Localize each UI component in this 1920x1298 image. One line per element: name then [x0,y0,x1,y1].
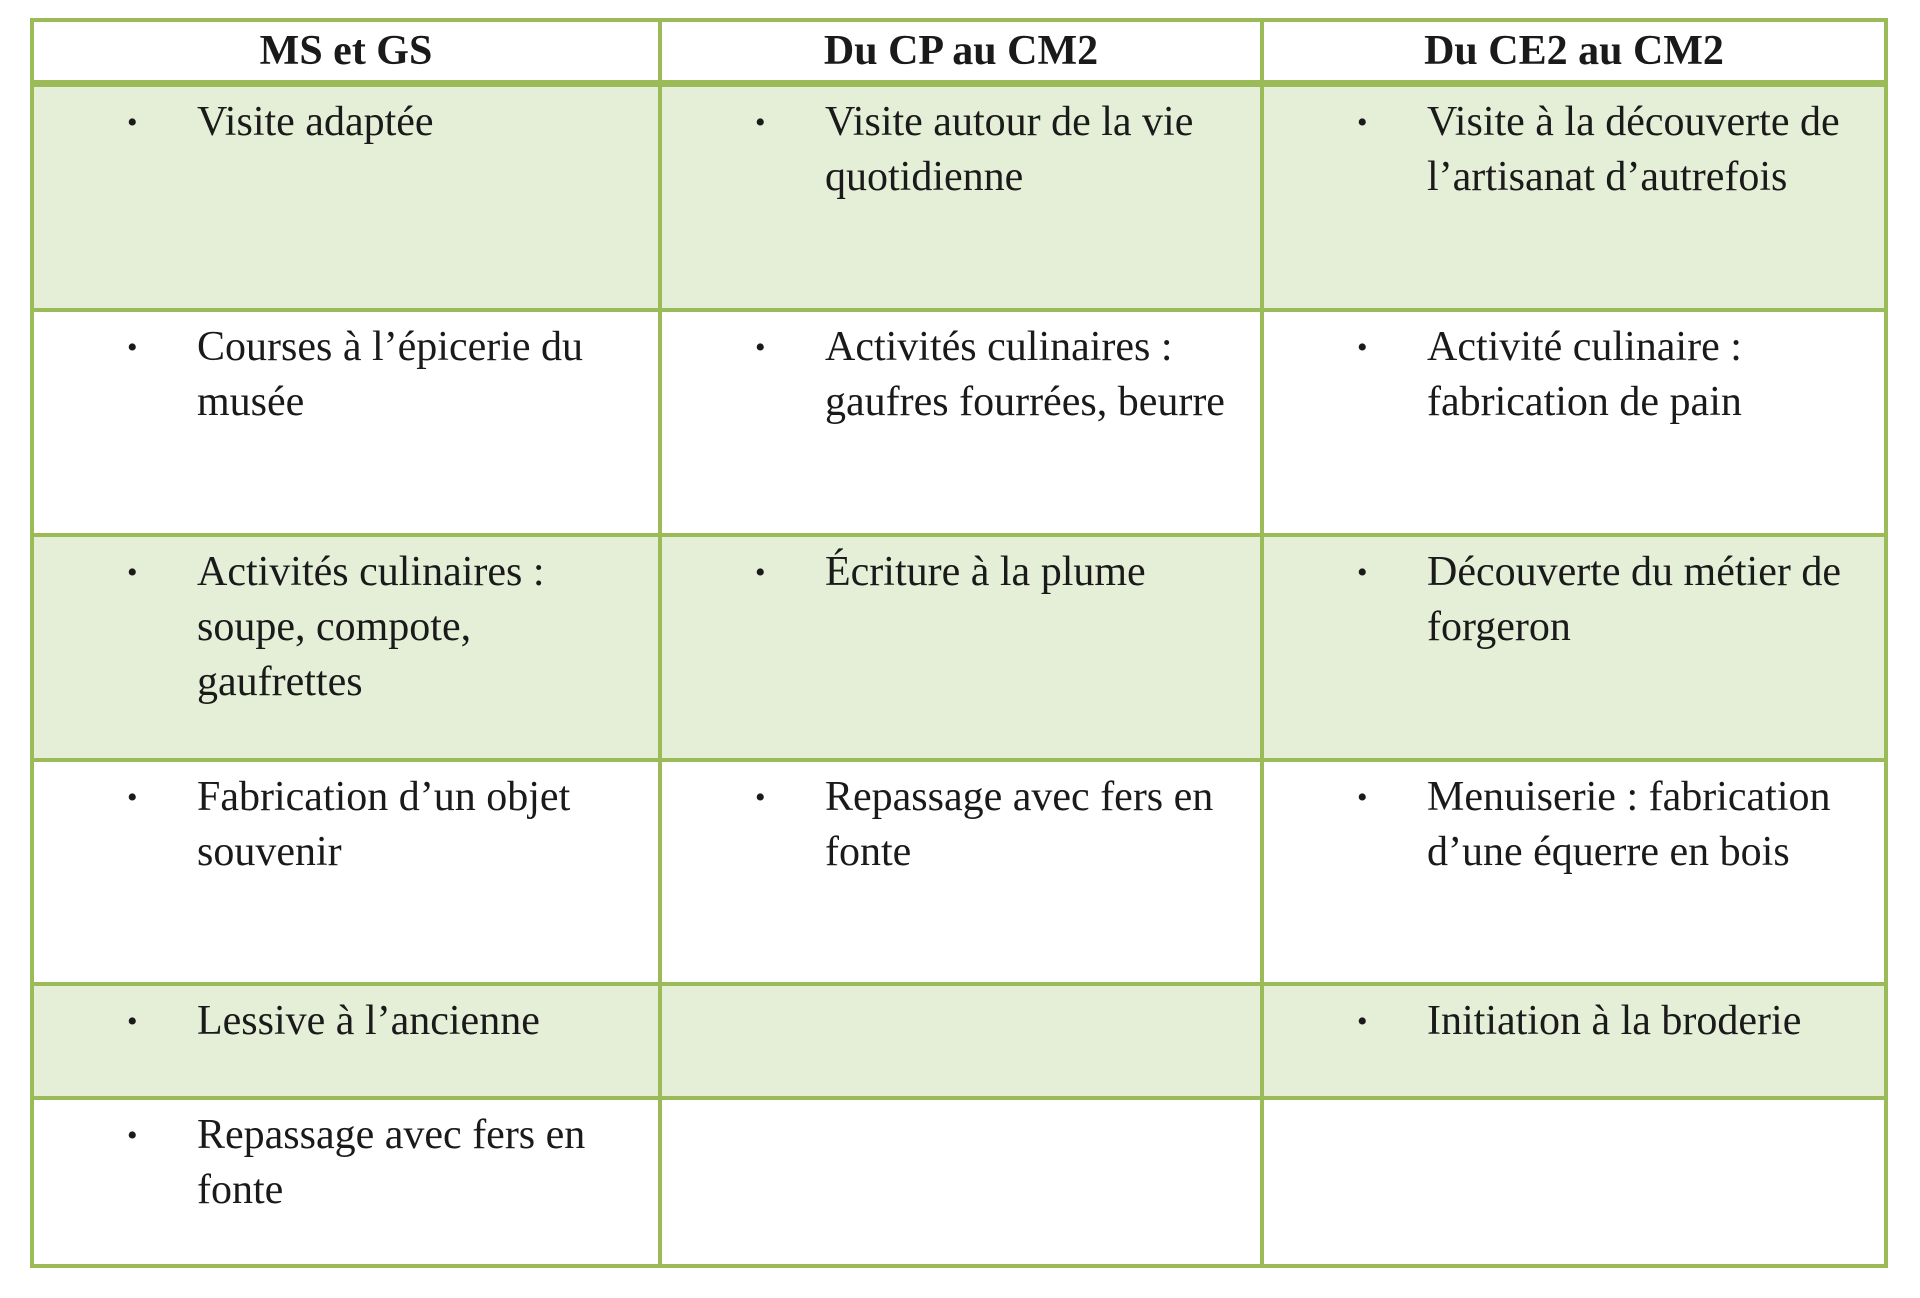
bullet-icon: • [1357,555,1368,589]
bullet-icon: • [127,555,138,589]
table-cell-empty [660,1098,1262,1266]
table-row [32,310,1886,535]
table-cell [660,310,1262,535]
activity-text: Visite à la découverte de l’artisanat d’autrefois [1427,99,1840,200]
activity-text: Repassage avec fers en fonte [825,773,1214,875]
bullet-icon: • [755,780,766,814]
list-item [1264,312,1884,430]
list-item [1264,762,1884,880]
table-cell-empty [1262,1098,1886,1266]
activity-text: Lessive à l’ancienne [197,998,540,1045]
table-cell [32,760,660,985]
table-cell [660,760,1262,985]
activity-text: Visite autour de la vie quotidienne [825,99,1194,200]
activity-text: Menuiserie : fabrication d’une équerre en bois [1427,773,1831,875]
bullet-icon: • [127,330,138,364]
header-row [32,20,1886,84]
activity-text: Activité culinaire : fabrication de pain [1427,323,1742,425]
bullet-icon: • [1357,780,1368,814]
table-cell [32,84,660,310]
table-row [32,984,1886,1097]
list-item [662,537,1260,600]
activity-text: Découverte du métier de forgeron [1427,548,1841,650]
table-cell [1262,984,1886,1097]
header-ce2-cm2: Du CE2 au CM2 [1262,20,1886,84]
list-item [34,762,658,880]
table-cell [32,535,660,760]
activity-text: Écriture à la plume [825,548,1146,595]
list-item [34,1100,658,1218]
list-item [1264,87,1884,205]
list-item [662,762,1260,880]
list-item [1264,986,1884,1049]
bullet-icon: • [127,780,138,814]
table-cell [1262,84,1886,310]
list-item [34,537,658,710]
table-row [32,535,1886,760]
table-row [32,1098,1886,1266]
activity-text: Visite adaptée [197,99,434,145]
table-cell [32,984,660,1097]
header-ms-gs: MS et GS [32,20,660,84]
activity-text: Fabrication d’un objet souvenir [197,773,571,875]
activities-table [30,18,1888,1268]
list-item [662,87,1260,205]
list-item [34,986,658,1049]
table-row [32,84,1886,310]
bullet-icon: • [1357,330,1368,364]
bullet-icon: • [755,106,766,139]
table-cell [660,535,1262,760]
activity-text: Courses à l’épicerie du musée [197,323,584,425]
bullet-icon: • [127,106,138,139]
bullet-icon: • [127,1118,138,1152]
table-cell [32,310,660,535]
list-item [662,312,1260,430]
table-cell [1262,310,1886,535]
table-cell [1262,535,1886,760]
list-item [34,312,658,430]
table-cell [32,1098,660,1266]
table-cell [1262,760,1886,985]
activity-text: Activités culinaires : gaufres fourrées, beurre [825,323,1225,425]
bullet-icon: • [755,330,766,364]
list-item [1264,537,1884,655]
bullet-icon: • [755,555,766,589]
table-row [32,760,1886,985]
list-item [34,87,658,150]
table-cell-empty [660,984,1262,1097]
activity-text: Repassage avec fers en fonte [197,1111,586,1213]
bullet-icon: • [1357,106,1368,139]
activity-text: Activités culinaires : soupe, compote, gaufrettes [197,548,545,705]
bullet-icon: • [127,1005,138,1039]
table-cell [660,84,1262,310]
bullet-icon: • [1357,1005,1368,1039]
header-cp-cm2: Du CP au CM2 [660,20,1262,84]
activity-text: Initiation à la broderie [1427,998,1802,1045]
